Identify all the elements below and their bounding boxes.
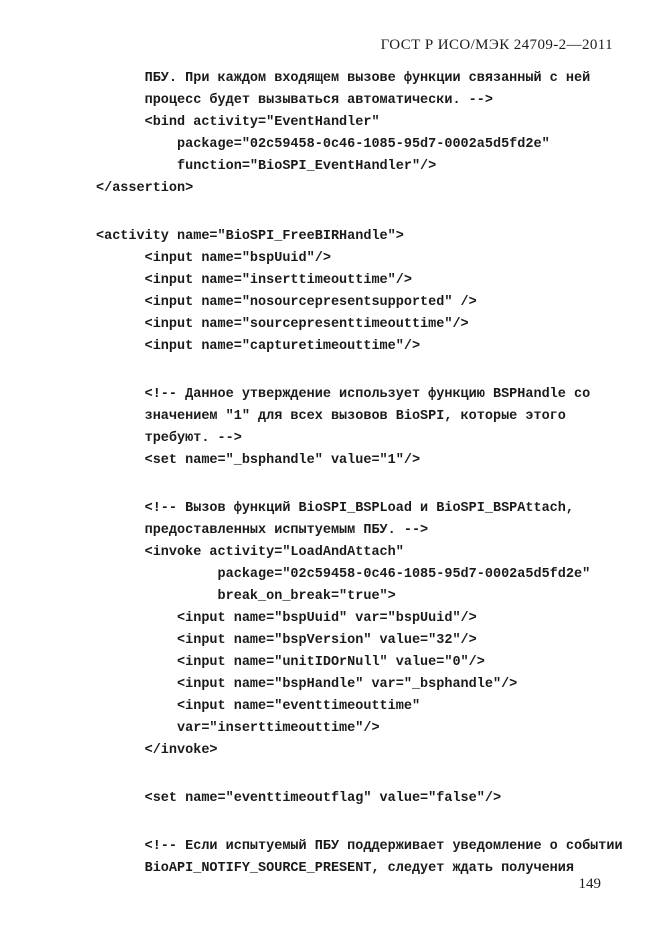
code-line: <input name="bspHandle" var="_bsphandle"/> bbox=[96, 677, 518, 692]
code-line: package="02c59458-0c46-1085-95d7-0002a5d5fd2e" bbox=[96, 567, 591, 582]
code-line: <!-- Если испытуемый ПБУ поддерживает уведомление о событии bbox=[96, 839, 623, 854]
code-line: </invoke> bbox=[96, 743, 218, 758]
code-line: <input name="sourcepresenttimeouttime"/> bbox=[96, 317, 469, 332]
code-line: <activity name="BioSPI_FreeBIRHandle"> bbox=[96, 229, 404, 244]
code-line: function="BioSPI_EventHandler"/> bbox=[96, 159, 437, 174]
code-line: <bind activity="EventHandler" bbox=[96, 115, 380, 130]
code-line: ПБУ. При каждом входящем вызове функции связанный с ней bbox=[96, 71, 591, 86]
code-line: </assertion> bbox=[96, 181, 194, 196]
code-line: процесс будет вызываться автоматически. --> bbox=[96, 93, 493, 108]
code-line: BioAPI_NOTIFY_SOURCE_PRESENT, следует ждать получения bbox=[96, 861, 574, 876]
code-line: <input name="bspUuid"/> bbox=[96, 251, 331, 266]
code-blank-line bbox=[96, 762, 623, 788]
code-line: <set name="_bsphandle" value="1"/> bbox=[96, 453, 421, 468]
code-line: break_on_break="true"> bbox=[96, 589, 396, 604]
code-line: предоставленных испытуемым ПБУ. --> bbox=[96, 523, 429, 538]
code-line: <input name="eventtimeouttime" bbox=[96, 699, 421, 714]
document-standard-header: ГОСТ Р ИСО/МЭК 24709-2—2011 bbox=[380, 37, 613, 53]
code-line: <set name="eventtimeoutflag" value="false"/> bbox=[96, 791, 502, 806]
code-line: <input name="capturetimeouttime"/> bbox=[96, 339, 421, 354]
code-line: <input name="inserttimeouttime"/> bbox=[96, 273, 412, 288]
page-number: 149 bbox=[578, 876, 601, 892]
code-blank-line bbox=[96, 810, 623, 836]
code-blank-line bbox=[96, 472, 623, 498]
code-line: значением "1" для всех вызовов BioSPI, которые этого bbox=[96, 409, 566, 424]
code-line: <invoke activity="LoadAndAttach" bbox=[96, 545, 404, 560]
code-line: <input name="bspUuid" var="bspUuid"/> bbox=[96, 611, 477, 626]
code-line: <input name="bspVersion" value="32"/> bbox=[96, 633, 477, 648]
code-line: package="02c59458-0c46-1085-95d7-0002a5d5fd2e" bbox=[96, 137, 550, 152]
code-blank-line bbox=[96, 200, 623, 226]
code-listing bbox=[96, 68, 623, 880]
code-line: <input name="nosourcepresentsupported" /> bbox=[96, 295, 477, 310]
code-line: <!-- Данное утверждение использует функцию BSPHandle со bbox=[96, 387, 591, 402]
code-line: var="inserttimeouttime"/> bbox=[96, 721, 380, 736]
code-line: <input name="unitIDOrNull" value="0"/> bbox=[96, 655, 485, 670]
code-blank-line bbox=[96, 358, 623, 384]
code-line: требуют. --> bbox=[96, 431, 242, 446]
code-line: <!-- Вызов функций BioSPI_BSPLoad и BioSPI_BSPAttach, bbox=[96, 501, 574, 516]
